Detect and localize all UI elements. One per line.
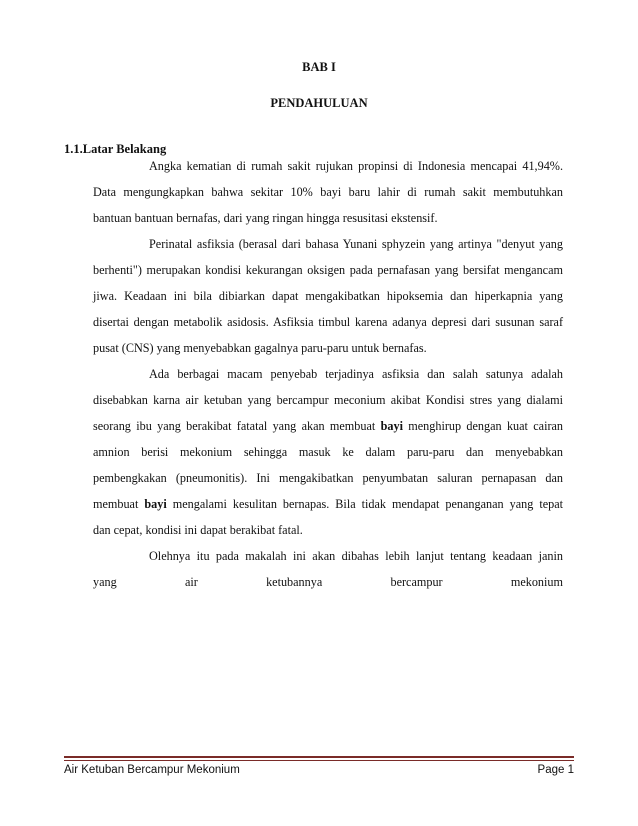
paragraph-line: bantuan bantuan bernafas, dari yang ringan hingga resusitasi ekstensif. [93, 211, 438, 225]
word: bercampur [390, 575, 443, 589]
paragraph-line: Angka kematian di rumah sakit rujukan propinsi di Indonesia mencapai 41,94%. [149, 159, 563, 173]
word: ketubannya [266, 575, 323, 589]
chapter-title: PENDAHULUAN [270, 96, 368, 110]
footer-rule-thin [64, 760, 574, 761]
paragraph-line: pusat (CNS) yang menyebabkan gagalnya paru-paru untuk bernafas. [93, 341, 427, 355]
bold-word: bayi [144, 497, 167, 511]
word: yang [93, 575, 117, 589]
paragraph-line: disebabkan karna air ketuban yang bercampur meconium akibat Kondisi stres yang dialami [93, 393, 563, 407]
paragraph-line: amnion berisi mekonium sehingga masuk ke dalam paru-paru dan menyebabkan [93, 445, 563, 459]
paragraph-line: disertai dengan metabolik asidosis. Asfiksia timbul karena adanya depresi dari susunan saraf [93, 315, 563, 329]
paragraph-line: Data mengungkapkan bahwa sekitar 10% bayi baru lahir di rumah sakit membutuhkan [93, 185, 563, 199]
page-number: Page 1 [537, 764, 574, 776]
paragraph-line: jiwa. Keadaan ini bila dibiarkan dapat mengakibatkan hipoksemia dan hiperkapnia yang [93, 289, 563, 303]
bold-word: bayi [380, 419, 403, 433]
paragraph-line: Perinatal asfiksia (berasal dari bahasa Yunani sphyzein yang artinya "denyut yang [149, 237, 563, 251]
chapter-number: BAB I [302, 60, 336, 74]
line-prefix: membuat [93, 497, 139, 511]
paragraph-line: Ada berbagai macam penyebab terjadinya asfiksia dan salah satunya adalah [149, 367, 563, 381]
paragraph-line: berhenti") merupakan kondisi kekurangan oksigen pada pernafasan yang bersifat mengancam [93, 263, 563, 277]
word: mekonium [510, 575, 563, 589]
word: air [184, 575, 198, 589]
footer-title: Air Ketuban Bercampur Mekonium [64, 764, 240, 776]
paragraph-line [93, 418, 563, 434]
paragraph-line: dan cepat, kondisi ini dapat berakibat fatal. [93, 523, 303, 537]
paragraph-line: pembengkakan (pneumonitis). Ini mengakibatkan penyumbatan saluran pernapasan dan [93, 471, 563, 485]
line-suffix: mengalami kesulitan bernapas. Bila tidak mendapat penanganan yang tepat [172, 497, 563, 511]
paragraph-line: Olehnya itu pada makalah ini akan dibahas lebih lanjut tentang keadaan janin [149, 549, 563, 563]
section-heading: 1.1.Latar Belakang [64, 142, 167, 156]
footer-rule [64, 756, 574, 758]
paragraph-line [93, 496, 563, 512]
line-suffix: menghirup dengan kuat cairan [408, 419, 564, 433]
line-prefix: seorang ibu yang berakibat fatatal yang akan membuat [93, 419, 376, 433]
paragraph-line [93, 574, 563, 590]
